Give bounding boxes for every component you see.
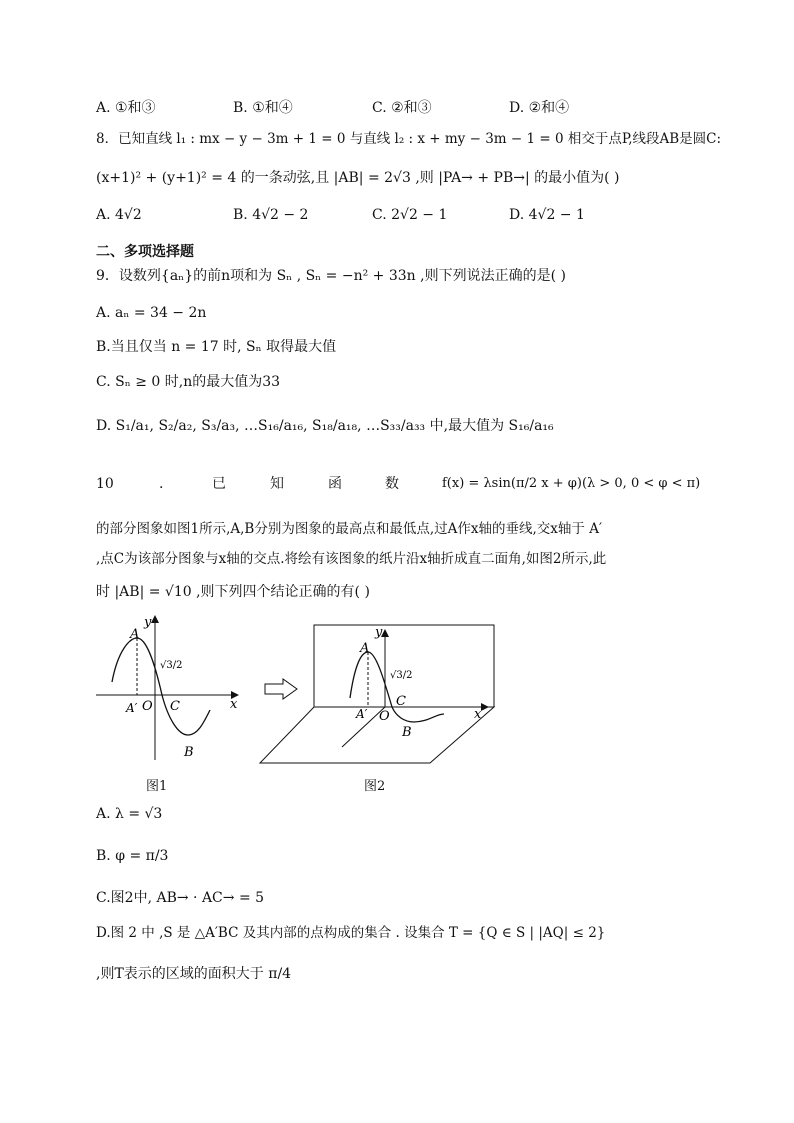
- fig1-label-a: A: [130, 627, 140, 642]
- q9-option-b[interactable]: B.当且仅当 n = 17 时, Sₙ 取得最大值: [96, 339, 337, 355]
- fig2-label-sqrt3-over-2: √3/2: [390, 670, 413, 681]
- q10-number: 10: [96, 476, 114, 492]
- q10-word-4: 数: [385, 476, 399, 492]
- q9-option-d-suffix: 中,最大值为: [429, 418, 505, 434]
- q9-option-a[interactable]: A. aₙ = 34 − 2n: [96, 305, 207, 321]
- q8-option-d[interactable]: D. 4√2 − 1: [509, 207, 585, 223]
- q9-stem: 9．设数列{aₙ}的前n项和为 Sₙ , Sₙ = −n² + 33n ,则下列说法正确的是( ): [96, 268, 566, 284]
- q8-stem-line2: (x+1)² + (y+1)² = 4 的一条动弦,且 |AB| = 2√3 ,则 |PA→ + PB→| 的最小值为( ): [96, 170, 620, 186]
- figure-2-caption: 图2: [364, 779, 386, 794]
- q7-option-b[interactable]: B. ①和④: [233, 100, 293, 116]
- q9-option-d-fraction-33: …S₃₃/a₃₃: [366, 418, 426, 434]
- q9-option-d-prefix: D.: [96, 418, 112, 434]
- fig1-label-sqrt3-over-2: √3/2: [160, 660, 183, 671]
- fig2-label-a-prime: A′: [356, 707, 368, 721]
- fig1-label-a-prime: A′: [126, 701, 138, 715]
- q10-option-c[interactable]: C.图2中, AB→ · AC→ = 5: [96, 890, 265, 906]
- q8-option-b[interactable]: B. 4√2 − 2: [233, 207, 309, 223]
- figure-1: [92, 610, 252, 770]
- q7-options: [96, 97, 696, 117]
- q9-option-d-fraction-1: S₁/a₁: [115, 418, 150, 434]
- q10-stem-line3: ,点C为该部分图象与x轴的交点.将绘有该图象的纸片沿x轴折成直二面角,如图2所示,此: [96, 551, 607, 567]
- fig2-label-o: O: [379, 709, 390, 724]
- q8-options: [96, 207, 696, 227]
- q7-option-c[interactable]: C. ②和③: [372, 100, 432, 116]
- q8-option-c[interactable]: C. 2√2 − 1: [372, 207, 448, 223]
- fig1-curve: [112, 638, 210, 735]
- q10-word-3: 函: [328, 476, 342, 492]
- fig2-label-c: C: [396, 694, 406, 709]
- q9-option-d[interactable]: D. S₁/a₁, S₂/a₂, S₃/a₃, …S₁₆/a₁₆, S₁₈/a₁₈, …S₃₃/a₃₃ 中,最大值为 S₁₆/a₁₆: [96, 418, 554, 434]
- fig1-label-c: C: [170, 699, 180, 714]
- fig1-label-x: x: [230, 697, 238, 712]
- fig1-label-o: O: [142, 699, 153, 714]
- fig2-label-x: x: [474, 707, 482, 722]
- q9-option-d-fraction-2: S₂/a₂: [158, 418, 193, 434]
- fig1-label-b: B: [184, 745, 194, 760]
- fig2-label-b: B: [402, 725, 412, 740]
- q7-option-a[interactable]: A. ①和③: [96, 100, 156, 116]
- q8-option-a[interactable]: A. 4√2: [96, 207, 142, 223]
- q9-option-d-fraction-18: S₁₈/a₁₈: [312, 418, 358, 434]
- q10-stem-line2: 的部分图象如图1所示,A,B分别为图象的最高点和最低点,过A作x轴的垂线,交x轴于 A′: [96, 521, 603, 537]
- q7-option-d[interactable]: D. ②和④: [509, 100, 570, 116]
- fig1-label-y: y: [144, 615, 152, 630]
- fig2-horizontal-plane: [260, 707, 494, 763]
- q10-word-1: 已: [212, 476, 226, 492]
- q10-stem-line4: 时 |AB| = √10 ,则下列四个结论正确的有( ): [96, 584, 370, 600]
- q9-option-d-fraction-16: …S₁₆/a₁₆: [244, 418, 304, 434]
- section-heading: 二、多项选择题: [96, 244, 194, 260]
- q10-formula: f(x) = λsin(π/2 x + φ)(λ > 0, 0 < φ < π): [442, 476, 701, 491]
- q10-word-2: 知: [270, 476, 284, 492]
- fig2-label-a: A: [360, 641, 370, 656]
- q10-dot: .: [159, 476, 164, 492]
- figure-1-caption: 图1: [146, 779, 168, 794]
- q9-option-d-fraction-3: S₃/a₃: [201, 418, 236, 434]
- q10-option-d-line1[interactable]: D.图 2 中 ,S 是 △A′BC 及其内部的点构成的集合 . 设集合 T = {Q ∈ S | |AQ| ≤ 2}: [96, 925, 606, 941]
- q8-stem-line1: 8．已知直线 l₁ : mx − y − 3m + 1 = 0 与直线 l₂ : x + my − 3m − 1 = 0 相交于点P,线段AB是圆C:: [96, 131, 722, 147]
- figure-2: [252, 610, 512, 770]
- q9-option-c[interactable]: C. Sₙ ≥ 0 时,n的最大值为33: [96, 374, 281, 390]
- q10-option-d-line2: ,则T表示的区域的面积大于 π/4: [96, 966, 292, 982]
- q10-option-b[interactable]: B. φ = π/3: [96, 848, 169, 864]
- q10-option-a[interactable]: A. λ = √3: [96, 806, 163, 822]
- q9-option-d-answer: S₁₆/a₁₆: [508, 418, 554, 434]
- fig2-label-y: y: [375, 625, 383, 640]
